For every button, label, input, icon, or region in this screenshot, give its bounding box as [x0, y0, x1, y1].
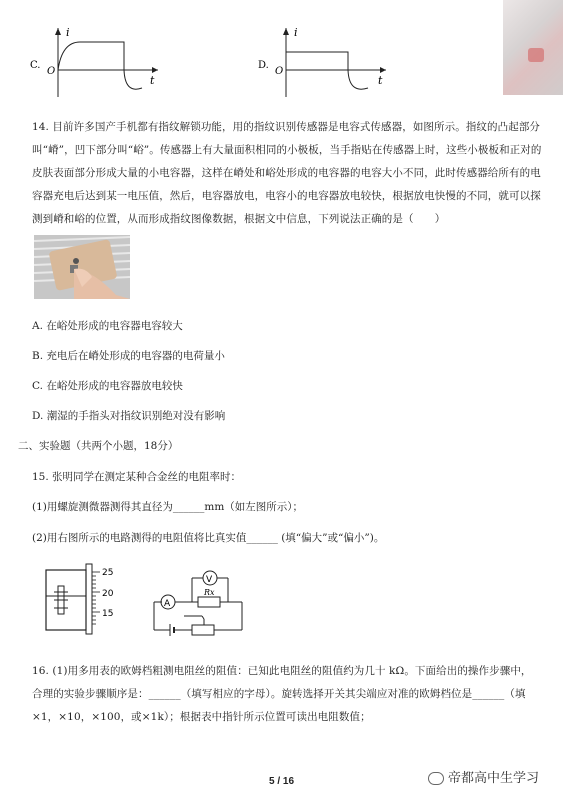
t-label-d: t [378, 74, 383, 87]
q14-option-c: C. 在峪处形成的电容器放电较快 [32, 380, 183, 392]
curve-d-charge [286, 52, 348, 70]
curve-c-charge [58, 42, 124, 70]
i-arrow-c [55, 28, 61, 35]
i-label-d: i [294, 26, 298, 39]
wechat-icon [428, 772, 444, 785]
question-14-text: 14. 目前许多国产手机都有指纹解锁功能，用的指纹识别传感器是电容式传感器，如图所示。指纹的凸起部分叫“嵴”，凹下部分叫“峪”。传感器上有大量面积相同的小极板，当手指贴在传感器上时，这些小极板和正对的皮肤表面部分形成大量的小电容器，这样在嵴处和峪处形成的电容器的电容大小不同，此时传感器给所有的电容器充电后达到某一电压值，然后，电容器放电，电容小的电容器放电较快，根据放电快慢的不同，就可以探测到嵴和峪的位置，从而形成指纹图像数据，根据文中信息，下列说法正确的是（ ） [32, 121, 542, 225]
blurred-mark [528, 48, 544, 62]
scale-15: 15 [102, 609, 114, 619]
q15-intro: 15. 张明同学在测定某种合金丝的电阻率时： [32, 471, 242, 483]
q14-option-b: B. 充电后在嵴处形成的电容器的电荷量小 [32, 350, 225, 362]
origin-d: O [275, 66, 284, 77]
q15-part2: (2)用右图所示的电路测得的电阻值将比真实值______ (填“偏大”或“偏小”)。 [32, 532, 385, 544]
watermark [428, 767, 539, 786]
ammeter-label: A [164, 599, 171, 609]
watermark-text: 帝都高中生学习 [448, 771, 540, 786]
circuit-figure [144, 564, 250, 638]
origin-c: O [47, 66, 56, 77]
scale-20: 20 [102, 589, 114, 599]
t-arrow-c [152, 67, 158, 73]
option-d-label: D. [258, 60, 269, 71]
curve-c-discharge [124, 70, 142, 89]
graph-c [30, 22, 170, 102]
section-heading: 二、实验题（共两个小题，18分） [18, 440, 179, 452]
question-16-text: 16. (1)用多用表的欧姆档粗测电阻丝的阻值：已知此电阻丝的阻值约为几十 kΩ。下面给出的操作步骤中，合理的实验步骤顺序是：______（填写相应的字母）。旋转选择开关其尖端应对准的欧姆档位是______（填×1，×10，×100，或×1k）；根据表中指针所示位置可读出电阻数值； [32, 665, 532, 723]
curve-d-discharge [348, 70, 368, 89]
i-label-c: i [66, 26, 70, 39]
page-number: 5 / 16 [268, 776, 295, 787]
voltmeter-label: V [206, 575, 213, 585]
option-c-label: C. [30, 60, 41, 71]
t-label-c: t [150, 74, 155, 87]
q15-part1: (1)用螺旋测微器测得其直径为______mm（如左图所示）； [32, 501, 304, 513]
fingerprint-phone-photo [34, 235, 130, 299]
q14-option-d: D. 潮湿的手指头对指纹识别绝对没有影响 [32, 410, 226, 422]
scale-25: 25 [102, 568, 114, 578]
t-arrow-d [380, 67, 386, 73]
graph-d [258, 22, 398, 102]
micrometer-figure [40, 562, 130, 638]
q14-option-a: A. 在峪处形成的电容器电容较大 [32, 320, 183, 332]
i-arrow-d [283, 28, 289, 35]
resistor-label: Rx [204, 588, 215, 597]
